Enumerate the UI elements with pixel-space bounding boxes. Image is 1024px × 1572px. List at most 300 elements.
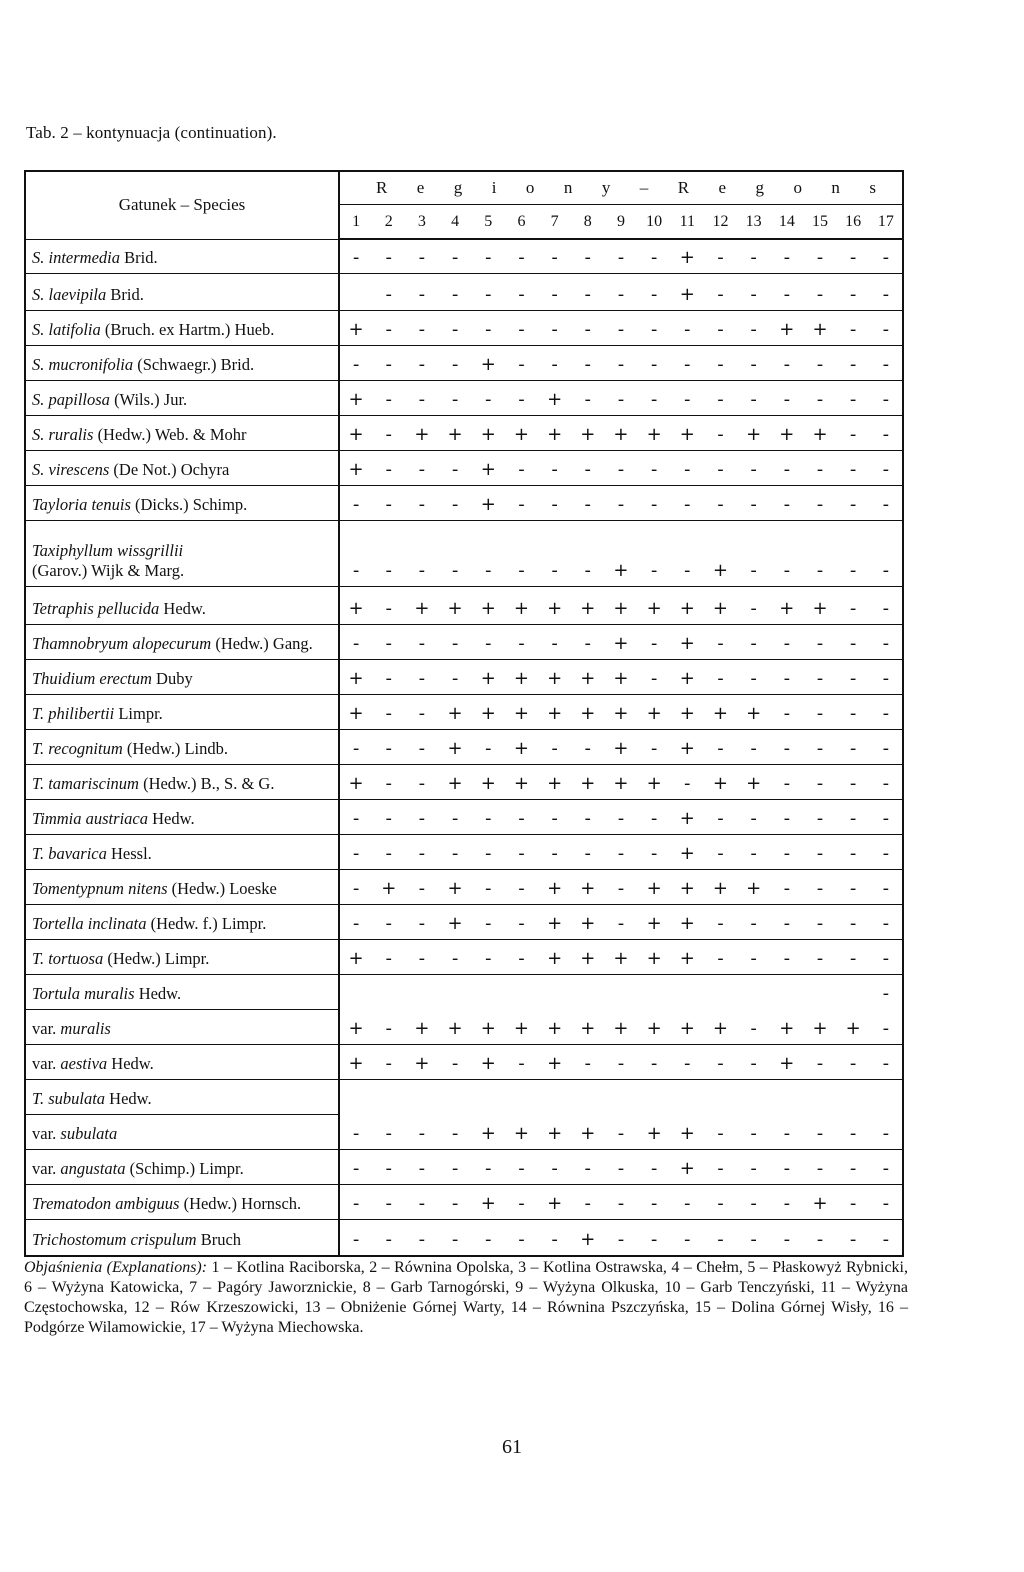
species-author: Hedw. [107, 1053, 154, 1073]
presence-cell: - [472, 239, 505, 273]
species-name-cell [25, 1219, 339, 1256]
presence-cell: - [704, 834, 737, 869]
presence-cell: - [538, 345, 571, 380]
presence-cell: - [837, 586, 870, 624]
presence-cell [604, 1079, 637, 1114]
presence-cell: - [671, 450, 704, 485]
presence-cell: - [339, 1114, 372, 1149]
region-number-header: 3 [405, 205, 438, 240]
presence-cell [472, 974, 505, 1009]
species-author: (Hedw.) Limpr. [103, 948, 210, 968]
presence-cell: - [671, 1219, 704, 1256]
presence-cell: - [405, 799, 438, 834]
presence-cell: - [538, 1219, 571, 1256]
presence-cell: + [339, 415, 372, 450]
presence-cell: - [604, 450, 637, 485]
species-name-italic: Tayloria tenuis [32, 494, 131, 514]
presence-cell: - [372, 273, 405, 310]
table-row [25, 624, 903, 659]
presence-cell: + [571, 586, 604, 624]
presence-cell: + [638, 415, 671, 450]
presence-cell: + [770, 310, 803, 345]
presence-cell: - [472, 1149, 505, 1184]
presence-cell: - [472, 729, 505, 764]
presence-cell: - [803, 694, 836, 729]
presence-cell: + [339, 764, 372, 799]
presence-cell: - [339, 869, 372, 904]
presence-cell: + [638, 904, 671, 939]
presence-cell: + [439, 415, 472, 450]
presence-cell: + [405, 586, 438, 624]
presence-cell: - [870, 239, 903, 273]
presence-cell: - [571, 1149, 604, 1184]
presence-cell: - [770, 520, 803, 586]
variety-prefix: var. [32, 1018, 61, 1038]
species-author: (Hedw.) Gang. [211, 633, 313, 653]
presence-cell [837, 1079, 870, 1114]
presence-cell: - [638, 310, 671, 345]
presence-cell: - [704, 485, 737, 520]
presence-cell: + [505, 586, 538, 624]
presence-cell: - [372, 694, 405, 729]
presence-cell: - [538, 485, 571, 520]
presence-cell: - [472, 869, 505, 904]
presence-cell: + [339, 1044, 372, 1079]
species-name-cell [25, 1079, 339, 1114]
presence-cell: - [439, 345, 472, 380]
species-name-italic: Timmia austriaca [32, 808, 148, 828]
presence-cell: + [505, 694, 538, 729]
presence-cell: - [704, 799, 737, 834]
presence-cell: + [472, 1044, 505, 1079]
presence-cell: + [571, 415, 604, 450]
presence-cell: - [737, 1184, 770, 1219]
table-row [25, 1044, 903, 1079]
presence-cell: - [505, 904, 538, 939]
presence-cell: - [405, 659, 438, 694]
species-name-cell [25, 904, 339, 939]
species-author: Bruch [196, 1230, 242, 1249]
presence-cell: - [439, 939, 472, 974]
presence-cell: - [870, 799, 903, 834]
presence-cell: - [870, 729, 903, 764]
presence-cell: - [439, 1114, 472, 1149]
presence-cell [704, 974, 737, 1009]
presence-cell: - [704, 415, 737, 450]
presence-cell: - [803, 273, 836, 310]
presence-cell [372, 974, 405, 1009]
presence-cell: - [604, 1044, 637, 1079]
presence-cell: - [870, 624, 903, 659]
presence-cell: + [538, 1114, 571, 1149]
presence-cell: - [870, 939, 903, 974]
presence-cell: - [339, 729, 372, 764]
presence-cell: - [737, 520, 770, 586]
species-table-wrapper [24, 170, 904, 1257]
presence-cell: - [604, 1219, 637, 1256]
presence-cell: - [472, 380, 505, 415]
presence-cell: - [837, 520, 870, 586]
presence-cell: + [671, 1009, 704, 1044]
presence-cell: - [571, 729, 604, 764]
presence-cell: + [604, 415, 637, 450]
presence-cell: - [339, 799, 372, 834]
presence-cell: - [372, 799, 405, 834]
presence-cell: - [770, 764, 803, 799]
region-number-header: 16 [837, 205, 870, 240]
presence-cell [803, 1079, 836, 1114]
species-name-italic: Tortella inclinata [32, 913, 147, 933]
presence-cell: - [704, 450, 737, 485]
species-author: Hedw. [147, 808, 195, 828]
presence-cell: - [372, 1009, 405, 1044]
presence-cell: + [505, 415, 538, 450]
species-name-cell [25, 1044, 339, 1079]
presence-cell: - [571, 520, 604, 586]
species-name-cell [25, 1149, 339, 1184]
presence-cell: + [472, 345, 505, 380]
region-number-header: 8 [571, 205, 604, 240]
presence-cell: - [571, 1044, 604, 1079]
species-name-cell [25, 450, 339, 485]
presence-cell: + [405, 1009, 438, 1044]
presence-cell: - [737, 586, 770, 624]
presence-cell [505, 974, 538, 1009]
presence-cell: + [604, 729, 637, 764]
presence-cell: - [538, 799, 571, 834]
region-number-header: 9 [604, 205, 637, 240]
presence-cell: + [339, 450, 372, 485]
presence-cell: + [671, 624, 704, 659]
species-name-cell [25, 764, 339, 799]
region-number-header: 12 [704, 205, 737, 240]
presence-cell: - [405, 273, 438, 310]
page-number: 61 [502, 1436, 522, 1458]
presence-cell: - [770, 659, 803, 694]
presence-cell: - [737, 380, 770, 415]
presence-cell: - [704, 1044, 737, 1079]
presence-cell: - [737, 239, 770, 273]
species-name-cell [25, 1184, 339, 1219]
presence-cell: + [704, 869, 737, 904]
presence-cell: - [538, 239, 571, 273]
presence-cell: + [571, 869, 604, 904]
presence-cell: - [870, 694, 903, 729]
presence-cell: - [571, 799, 604, 834]
presence-cell: - [737, 1114, 770, 1149]
presence-cell: - [372, 520, 405, 586]
presence-cell: + [538, 764, 571, 799]
presence-cell: - [505, 485, 538, 520]
presence-cell: - [803, 1219, 836, 1256]
presence-cell: - [571, 1184, 604, 1219]
presence-cell: + [571, 939, 604, 974]
presence-cell: - [671, 380, 704, 415]
presence-cell: - [339, 1219, 372, 1256]
species-name-italic: T. philibertii [32, 703, 115, 723]
presence-cell: + [472, 586, 505, 624]
presence-cell: - [571, 345, 604, 380]
presence-cell: + [638, 1009, 671, 1044]
table-row [25, 345, 903, 380]
species-name-italic: Tomentypnum nitens [32, 878, 168, 898]
species-name-cell [25, 974, 339, 1009]
presence-cell: + [671, 939, 704, 974]
presence-cell: - [604, 1114, 637, 1149]
presence-cell: - [870, 1219, 903, 1256]
species-name-italic: Trichostomum crispulum [32, 1230, 197, 1249]
species-name-cell [25, 380, 339, 415]
presence-cell: - [405, 520, 438, 586]
presence-cell: + [538, 1044, 571, 1079]
presence-cell: - [870, 1009, 903, 1044]
presence-cell: + [770, 1009, 803, 1044]
presence-cell [571, 974, 604, 1009]
presence-cell: - [372, 1219, 405, 1256]
presence-cell: - [737, 1149, 770, 1184]
presence-cell: - [505, 239, 538, 273]
presence-cell: - [571, 624, 604, 659]
presence-cell: - [405, 729, 438, 764]
presence-cell: - [837, 1184, 870, 1219]
presence-cell: - [604, 904, 637, 939]
presence-cell: + [604, 764, 637, 799]
presence-cell: - [737, 659, 770, 694]
presence-cell: - [505, 310, 538, 345]
presence-cell: - [671, 345, 704, 380]
presence-cell: - [870, 380, 903, 415]
region-number-header: 13 [737, 205, 770, 240]
presence-cell: - [472, 624, 505, 659]
presence-cell: + [339, 310, 372, 345]
table-row [25, 1219, 903, 1256]
presence-cell: - [439, 799, 472, 834]
presence-cell: + [538, 380, 571, 415]
presence-cell: + [671, 1114, 704, 1149]
presence-cell: + [472, 764, 505, 799]
presence-cell: - [837, 239, 870, 273]
region-number-header: 15 [803, 205, 836, 240]
presence-cell: - [638, 1149, 671, 1184]
presence-cell: - [704, 904, 737, 939]
presence-cell: + [538, 694, 571, 729]
presence-cell: - [638, 520, 671, 586]
presence-cell: + [571, 659, 604, 694]
table-row [25, 1009, 903, 1044]
presence-cell: - [538, 310, 571, 345]
presence-cell: + [604, 1009, 637, 1044]
presence-cell: - [405, 869, 438, 904]
presence-cell: - [837, 834, 870, 869]
species-name-italic: Trematodon ambiguus [32, 1193, 180, 1213]
presence-cell: - [704, 939, 737, 974]
species-author: (Hedw.) B., S. & G. [138, 773, 275, 793]
presence-cell: - [638, 485, 671, 520]
species-name-cell [25, 273, 339, 310]
presence-cell: - [372, 729, 405, 764]
presence-cell [439, 974, 472, 1009]
region-number-header: 4 [439, 205, 472, 240]
presence-cell [737, 974, 770, 1009]
presence-cell: + [671, 904, 704, 939]
presence-cell: + [671, 659, 704, 694]
presence-cell: - [870, 1114, 903, 1149]
presence-cell: - [372, 586, 405, 624]
presence-cell: - [604, 485, 637, 520]
regions-column-header: R e g i o n y – R e g o n s [339, 171, 903, 205]
presence-cell: + [538, 939, 571, 974]
presence-cell: - [405, 1184, 438, 1219]
presence-cell: - [704, 345, 737, 380]
presence-cell [339, 273, 372, 310]
presence-cell [604, 974, 637, 1009]
presence-cell: - [803, 1044, 836, 1079]
presence-cell: - [671, 764, 704, 799]
species-author: (Hedw.) Lindb. [122, 738, 228, 758]
presence-cell: - [405, 624, 438, 659]
species-author: (Garov.) Wijk & Marg. [32, 560, 185, 580]
presence-cell: - [472, 904, 505, 939]
presence-cell: + [604, 939, 637, 974]
presence-cell: - [505, 273, 538, 310]
table-row [25, 1079, 903, 1114]
presence-cell: - [339, 1184, 372, 1219]
presence-cell: - [372, 1184, 405, 1219]
presence-cell: - [405, 764, 438, 799]
region-number-header: 17 [870, 205, 903, 240]
presence-cell: - [770, 624, 803, 659]
presence-cell: - [837, 1219, 870, 1256]
presence-cell: - [538, 273, 571, 310]
presence-cell: - [571, 310, 604, 345]
presence-cell: - [737, 939, 770, 974]
presence-cell: - [372, 415, 405, 450]
presence-cell: - [505, 799, 538, 834]
presence-cell: - [405, 345, 438, 380]
presence-cell: - [472, 310, 505, 345]
presence-cell: - [604, 380, 637, 415]
presence-cell: + [472, 485, 505, 520]
table-body [25, 239, 903, 1256]
presence-cell: - [505, 1184, 538, 1219]
presence-cell: + [638, 869, 671, 904]
presence-cell: - [837, 450, 870, 485]
presence-cell: - [638, 1219, 671, 1256]
presence-cell: - [770, 239, 803, 273]
region-number-header: 6 [505, 205, 538, 240]
presence-cell: - [372, 380, 405, 415]
presence-cell: + [439, 1009, 472, 1044]
presence-cell: + [671, 415, 704, 450]
presence-cell: - [405, 1219, 438, 1256]
presence-cell: - [704, 310, 737, 345]
presence-cell: - [405, 310, 438, 345]
presence-cell: - [439, 380, 472, 415]
presence-cell: - [770, 694, 803, 729]
species-name-italic: S. mucronifolia [32, 354, 134, 374]
presence-cell: + [638, 1114, 671, 1149]
table-row [25, 939, 903, 974]
presence-cell [372, 1079, 405, 1114]
presence-cell: - [405, 939, 438, 974]
presence-cell: + [339, 659, 372, 694]
presence-cell: - [704, 1149, 737, 1184]
presence-cell: - [638, 239, 671, 273]
presence-cell: - [439, 1219, 472, 1256]
presence-cell: - [882, 983, 890, 1004]
presence-cell: - [472, 520, 505, 586]
presence-cell: - [505, 520, 538, 586]
species-author: (Schimp.) Limpr. [125, 1158, 244, 1178]
species-author: Hessl. [106, 843, 152, 863]
presence-cell: + [538, 1009, 571, 1044]
presence-cell: - [439, 450, 472, 485]
presence-cell: + [671, 799, 704, 834]
presence-cell: - [439, 1044, 472, 1079]
table-row [25, 974, 903, 1009]
table-row [25, 869, 903, 904]
presence-cell: - [638, 273, 671, 310]
presence-cell [770, 974, 803, 1009]
presence-cell: + [604, 624, 637, 659]
presence-cell: - [870, 834, 903, 869]
presence-cell: - [870, 659, 903, 694]
species-name-cell [25, 659, 339, 694]
presence-cell: - [505, 345, 538, 380]
species-author: (Hedw.) Hornsch. [179, 1193, 302, 1213]
presence-cell: - [472, 939, 505, 974]
species-name-cell [25, 694, 339, 729]
presence-cell: - [837, 939, 870, 974]
species-name-italic: S. papillosa [32, 389, 110, 409]
presence-cell: - [737, 1219, 770, 1256]
table-row [25, 273, 903, 310]
presence-cell: - [638, 659, 671, 694]
presence-cell: + [737, 415, 770, 450]
species-author: Duby [151, 668, 193, 688]
presence-cell: - [803, 380, 836, 415]
species-name-italic: Tortula muralis [32, 983, 135, 1003]
presence-cell: - [439, 624, 472, 659]
table-row [25, 1184, 903, 1219]
presence-cell: + [638, 939, 671, 974]
presence-cell: - [505, 869, 538, 904]
presence-cell: - [372, 485, 405, 520]
presence-cell [538, 1079, 571, 1114]
presence-cell: - [372, 939, 405, 974]
presence-cell: - [737, 834, 770, 869]
presence-cell: - [803, 659, 836, 694]
presence-cell: - [870, 485, 903, 520]
species-name-cell [25, 310, 339, 345]
presence-cell: + [604, 659, 637, 694]
presence-cell: - [439, 834, 472, 869]
presence-cell: - [372, 310, 405, 345]
presence-cell: - [505, 1149, 538, 1184]
region-number-header: 1 [339, 205, 372, 240]
presence-cell: + [439, 694, 472, 729]
presence-cell: - [737, 1044, 770, 1079]
presence-cell: - [837, 869, 870, 904]
species-name-italic: S. laevipila [32, 284, 107, 304]
species-name-cell [25, 729, 339, 764]
presence-cell [737, 1079, 770, 1114]
presence-cell: + [571, 904, 604, 939]
presence-cell: - [372, 834, 405, 869]
presence-cell: - [803, 520, 836, 586]
presence-cell: - [770, 904, 803, 939]
species-name-cell [25, 415, 339, 450]
